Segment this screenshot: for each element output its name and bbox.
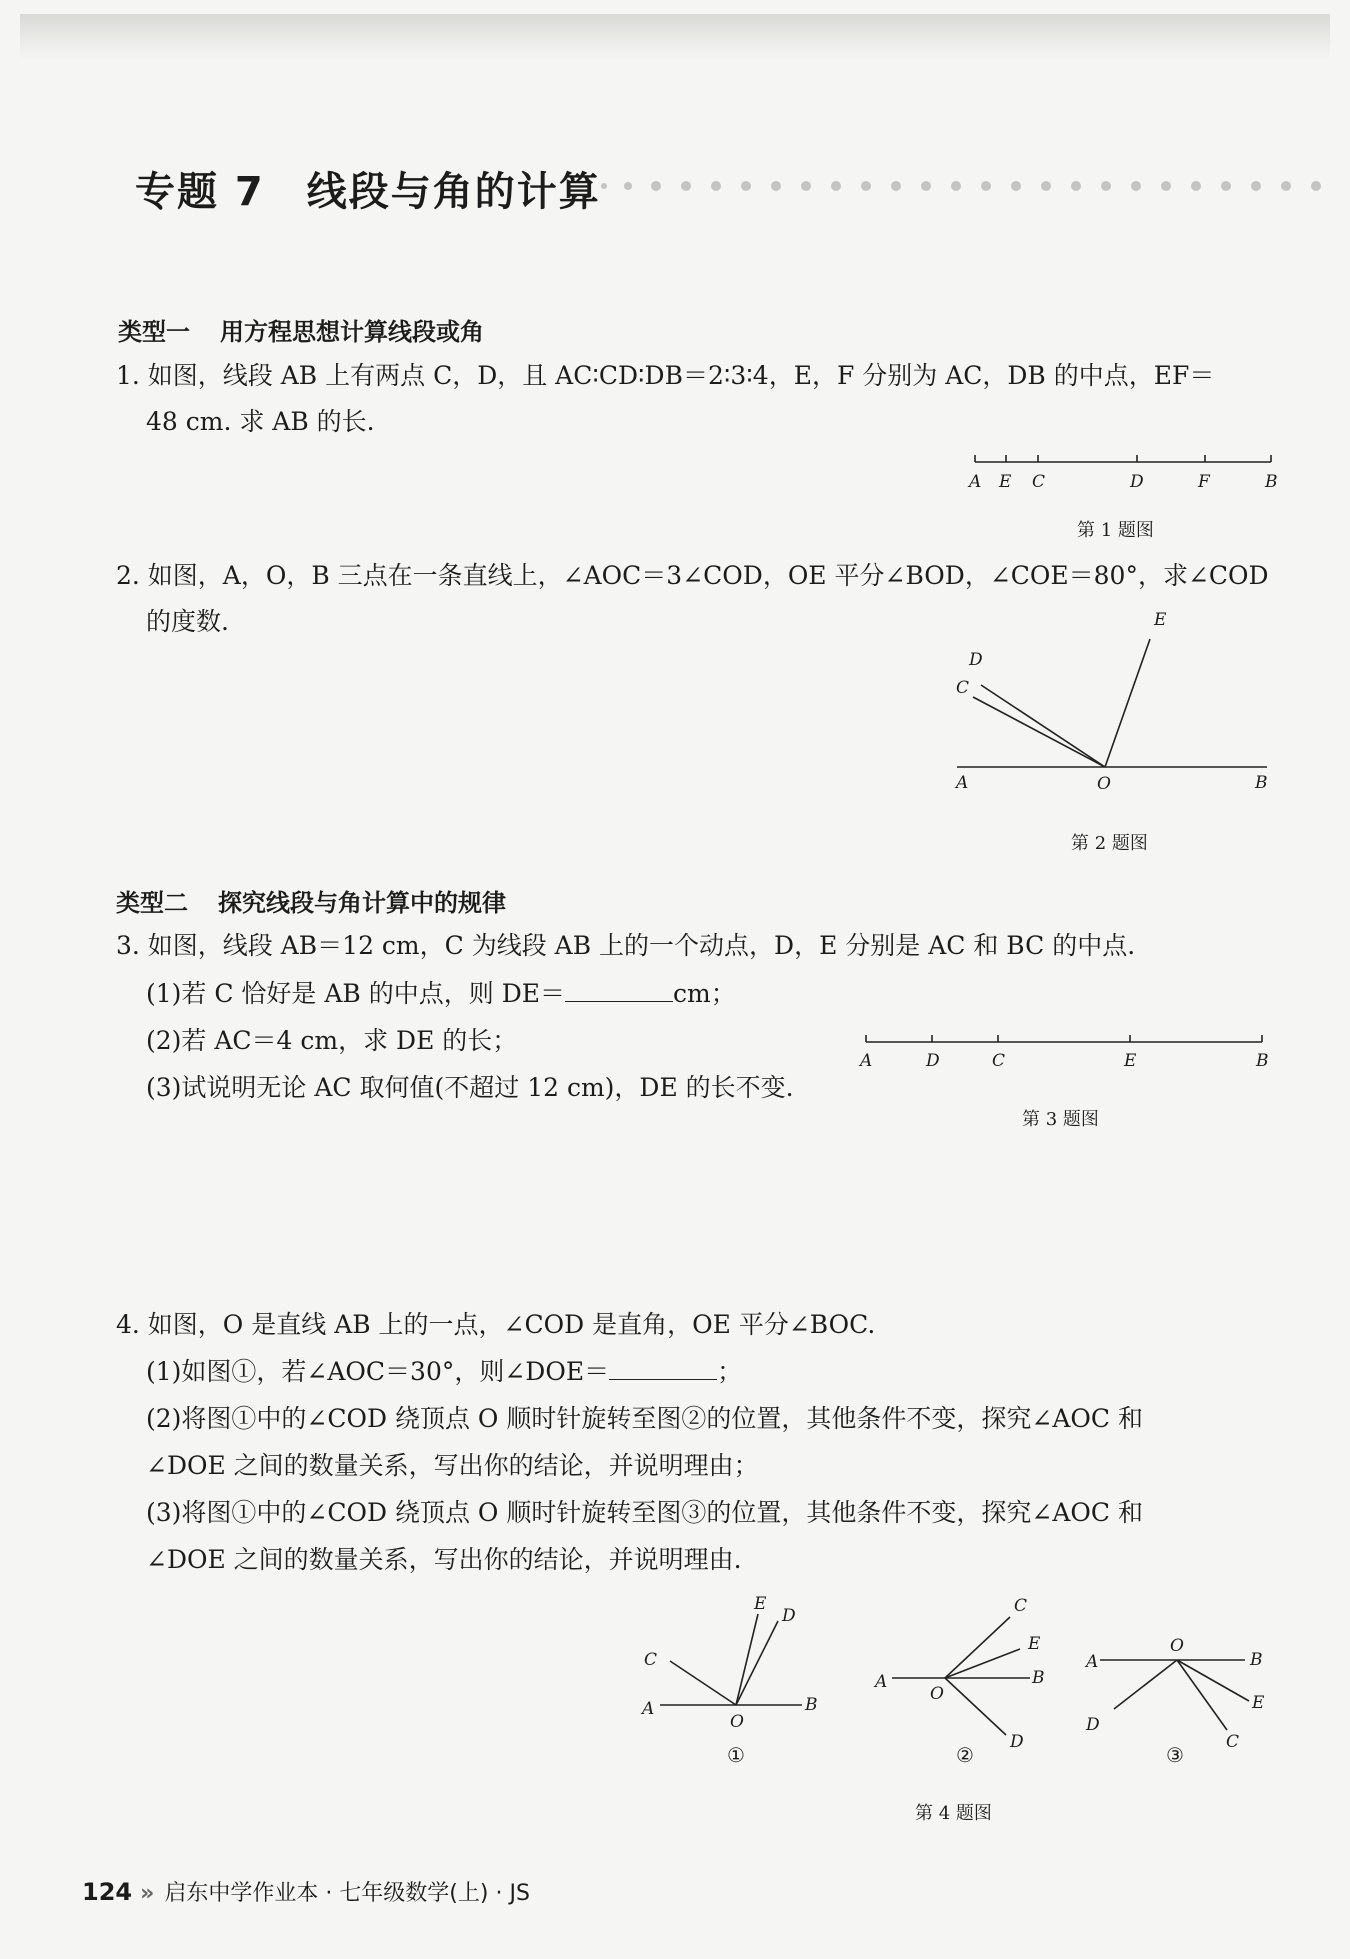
fig2-label-e: E bbox=[1154, 610, 1167, 630]
fig1-label-d: D bbox=[1130, 472, 1144, 492]
fig3-label-e: E bbox=[1124, 1051, 1137, 1071]
q1-end: ； bbox=[717, 1357, 743, 1386]
figure-3 bbox=[855, 1030, 1275, 1076]
fig2-label-b: B bbox=[1255, 773, 1268, 793]
figure-2-caption: 第 2 题图 bbox=[1071, 833, 1148, 854]
page-title bbox=[135, 160, 601, 217]
fig4a-label-c: C bbox=[644, 1650, 658, 1670]
fig4b-label-o: O bbox=[930, 1684, 944, 1704]
chevron-icon: » bbox=[140, 1881, 155, 1906]
fig1-label-a: A bbox=[969, 472, 982, 492]
problem-3-line-1: 3. 如图，线段 AB＝12 cm，C 为线段 AB 上的一个动点，D，E 分别是 AC 和 BC 的中点. bbox=[116, 931, 1136, 960]
fig4a-label-e: E bbox=[754, 1594, 767, 1614]
problem-4-q3-line-2: ∠DOE 之间的数量关系，写出你的结论，并说明理由. bbox=[146, 1545, 742, 1574]
problem-4-q2-line-2: ∠DOE 之间的数量关系，写出你的结论，并说明理由； bbox=[146, 1451, 759, 1480]
fig4c-label-d: D bbox=[1086, 1715, 1100, 1735]
page-footer bbox=[82, 1876, 530, 1907]
fig4a-label-d: D bbox=[782, 1606, 796, 1626]
fig2-label-o: O bbox=[1097, 774, 1111, 794]
fig2-label-a: A bbox=[956, 773, 969, 793]
fig4c-label-o: O bbox=[1170, 1636, 1184, 1656]
figure-4-caption: 第 4 题图 bbox=[915, 1803, 992, 1824]
problem-3-q2: (2)若 AC＝4 cm，求 DE 的长； bbox=[146, 1026, 518, 1055]
answer-blank bbox=[609, 1357, 717, 1380]
fig4b-label-b: B bbox=[1032, 1668, 1045, 1688]
fig4a-label-b: B bbox=[805, 1695, 818, 1715]
fig4c-label-c: C bbox=[1226, 1732, 1240, 1752]
section-heading-1 bbox=[118, 312, 484, 347]
problem-3-q1 bbox=[146, 970, 736, 1017]
fig4a-label-o: O bbox=[730, 1712, 744, 1732]
figure-4-diagram-3 bbox=[1084, 1636, 1265, 1767]
section-label: 类型一 bbox=[118, 318, 190, 346]
problem-2-line-2: 的度数. bbox=[146, 607, 229, 636]
figure-4-diagram-2 bbox=[873, 1596, 1045, 1767]
fig3-label-c: C bbox=[992, 1051, 1006, 1071]
fig2-label-c: C bbox=[956, 678, 970, 698]
fig4c-label-a: A bbox=[1086, 1652, 1099, 1672]
figure-3-caption: 第 3 题图 bbox=[1022, 1109, 1099, 1130]
fig1-label-b: B bbox=[1265, 472, 1278, 492]
fig1-label-c: C bbox=[1032, 472, 1046, 492]
figure-1 bbox=[960, 448, 1280, 496]
problem-3-q3: (3)试说明无论 AC 取何值(不超过 12 cm)，DE 的长不变. bbox=[146, 1073, 794, 1102]
problem-4-line-1: 4. 如图，O 是直线 AB 上的一点，∠COD 是直角，OE 平分∠BOC. bbox=[116, 1310, 876, 1339]
topic-title: 线段与角的计算 bbox=[306, 169, 601, 215]
q1-text: (1)如图①，若∠AOC＝30°，则∠DOE＝ bbox=[146, 1357, 610, 1386]
section-title: 用方程思想计算线段或角 bbox=[220, 318, 484, 346]
q1-unit: cm； bbox=[673, 979, 736, 1008]
section-title: 探究线段与角计算中的规律 bbox=[218, 889, 506, 917]
problem-1-line-1: 1. 如图，线段 AB 上有两点 C，D，且 AC∶CD∶DB＝2∶3∶4，E，F 分别为 AC，DB 的中点，EF＝ bbox=[116, 361, 1215, 390]
page-number: 124 bbox=[82, 1878, 133, 1906]
fig4b-label-a: A bbox=[875, 1672, 888, 1692]
answer-blank bbox=[565, 979, 673, 1002]
fig2-label-d: D bbox=[969, 650, 983, 670]
fig4c-label-b: B bbox=[1250, 1650, 1263, 1670]
title-dot-leader bbox=[598, 180, 1333, 192]
fig1-label-e: E bbox=[999, 472, 1012, 492]
figure-2 bbox=[945, 605, 1280, 805]
fig3-label-a: A bbox=[860, 1051, 873, 1071]
fig4-number-2: ② bbox=[956, 1743, 974, 1767]
q1-text: (1)若 C 恰好是 AB 的中点，则 DE＝ bbox=[146, 979, 565, 1008]
fig4b-label-e: E bbox=[1028, 1634, 1041, 1654]
figure-1-caption: 第 1 题图 bbox=[1077, 520, 1154, 541]
problem-4-q3-line-1: (3)将图①中的∠COD 绕顶点 O 顺时针旋转至图③的位置，其他条件不变，探究∠AOC 和 bbox=[146, 1498, 1143, 1527]
problem-1-line-2: 48 cm. 求 AB 的长. bbox=[146, 407, 375, 436]
topic-number: 专题 7 bbox=[135, 169, 265, 215]
section-label: 类型二 bbox=[116, 889, 188, 917]
problem-2-line-1: 2. 如图，A，O，B 三点在一条直线上，∠AOC＝3∠COD，OE 平分∠BOD，∠COE＝80°，求∠COD bbox=[116, 561, 1269, 590]
problem-4-q2-line-1: (2)将图①中的∠COD 绕顶点 O 顺时针旋转至图②的位置，其他条件不变，探究∠AOC 和 bbox=[146, 1404, 1143, 1433]
fig3-label-d: D bbox=[926, 1051, 940, 1071]
figure-4-diagram-1 bbox=[640, 1594, 818, 1767]
fig4b-label-c: C bbox=[1014, 1596, 1028, 1616]
fig1-label-f: F bbox=[1198, 472, 1210, 492]
book-title: 启东中学作业本 · 七年级数学(上) · JS bbox=[164, 1881, 530, 1906]
fig4c-label-e: E bbox=[1252, 1693, 1265, 1713]
fig4-number-3: ③ bbox=[1166, 1743, 1184, 1767]
fig4a-label-a: A bbox=[642, 1699, 655, 1719]
problem-4-q1 bbox=[146, 1348, 742, 1395]
fig4b-label-d: D bbox=[1010, 1732, 1024, 1752]
figure-4 bbox=[630, 1590, 1280, 1780]
fig3-label-b: B bbox=[1256, 1051, 1269, 1071]
fig4-number-1: ① bbox=[727, 1743, 745, 1767]
scan-top-band bbox=[20, 14, 1330, 60]
section-heading-2 bbox=[116, 883, 506, 918]
